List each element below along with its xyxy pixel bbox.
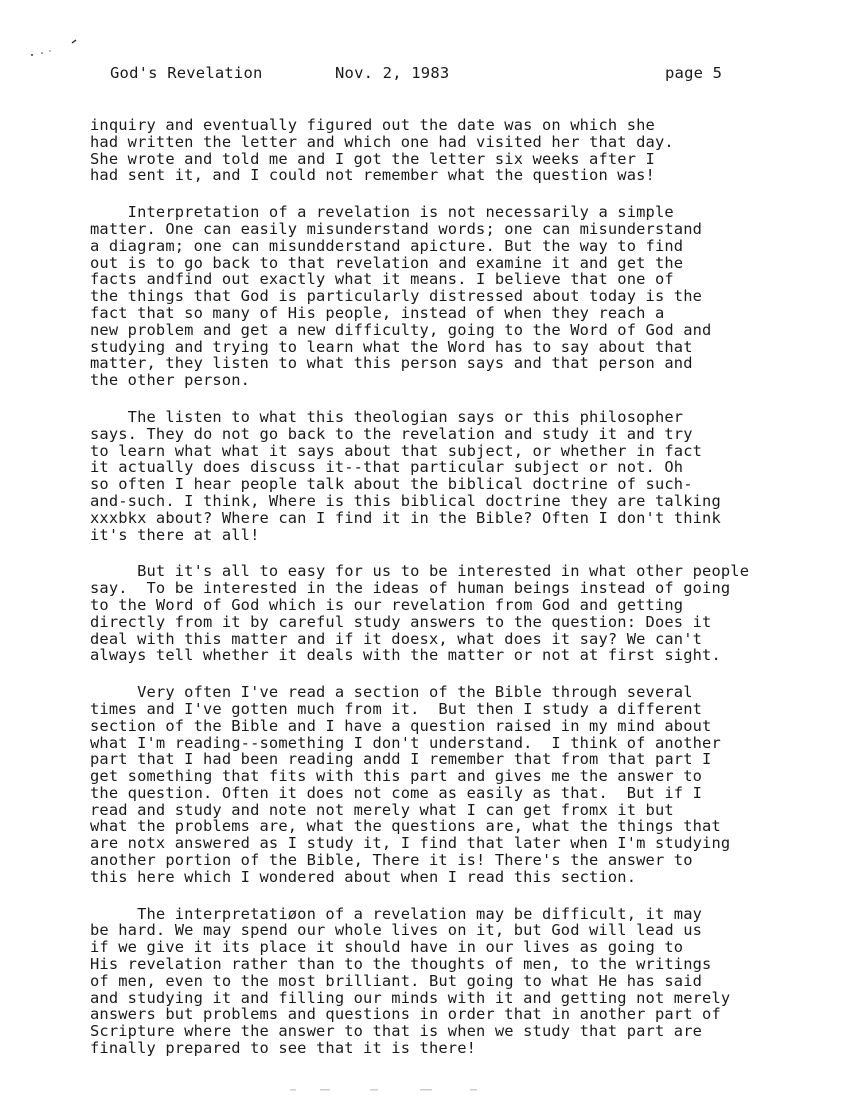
text-line: The listen to what this theologian says or this philosopher <box>90 407 684 426</box>
text-line: His revelation rather than to the thoughts of men, to the writings <box>90 955 712 974</box>
text-line: Very often I've read a section of the Bible through several <box>90 683 693 702</box>
text-line: had sent it, and I could not remember what the question was! <box>90 166 655 185</box>
text-line: matter. One can easily misunderstand words; one can misunderstand <box>90 219 703 238</box>
text-line: the other person. <box>90 371 251 390</box>
text-line: fact that so many of His people, instead of when they reach a <box>90 303 665 322</box>
text-line: matter, they listen to what this person says and that person and <box>90 354 693 373</box>
text-line: this here which I wondered about when I read this section. <box>90 867 637 886</box>
text-line: finally prepared to see that it is there! <box>90 1039 477 1058</box>
page-header <box>110 64 750 84</box>
text-line: inquiry and eventually figured out the date was on which she <box>90 116 655 134</box>
text-line: and studying it and filling our minds with it and getting not merely <box>90 988 731 1007</box>
text-line: are notx answered as I study it, I find that later when I'm studying <box>90 834 731 853</box>
text-line: get something that fits with this part and gives me the answer to <box>90 767 703 786</box>
ink-specks <box>28 38 88 58</box>
text-line: studying and trying to learn what the Word has to say about that <box>90 337 693 356</box>
paragraph <box>90 684 830 886</box>
paragraph <box>90 563 830 664</box>
text-line: another portion of the Bible, There it is! There's the answer to <box>90 851 693 870</box>
text-line: be hard. We may spend our whole lives on it, but God will lead us <box>90 921 703 940</box>
text-line: what the problems are, what the questions are, what the things that <box>90 817 721 836</box>
text-line: so often I hear people talk about the biblical doctrine of such- <box>90 475 693 494</box>
text-line: a diagram; one can misundderstand apicture. But the way to find <box>90 236 684 255</box>
paragraph <box>90 117 830 184</box>
text-line: had written the letter and which one had visited her that day. <box>90 132 674 151</box>
body-text <box>90 117 830 1077</box>
text-line: always tell whether it deals with the matter or not at first sight. <box>90 646 721 665</box>
text-line: says. They do not go back to the revelation and study it and try <box>90 424 693 443</box>
scan-artifacts <box>280 1088 520 1092</box>
text-line: say. To be interested in the ideas of human beings instead of going <box>90 579 731 598</box>
text-line: to the Word of God which is our revelation from God and getting <box>90 595 684 614</box>
document-title: God's Revelation <box>110 64 263 82</box>
text-line: deal with this matter and if it doesx, what does it say? We can't <box>90 629 703 648</box>
paragraph <box>90 906 830 1057</box>
text-line: Scripture where the answer to that is when we study that part are <box>90 1022 703 1041</box>
text-line: what I'm reading--something I don't understand. I think of another <box>90 733 721 752</box>
paragraph <box>90 204 830 389</box>
text-line: read and study and note not merely what I can get fromx it but <box>90 800 674 819</box>
text-line: the things that God is particularly distressed about today is the <box>90 287 703 306</box>
text-line: answers but problems and questions in order that in another part of <box>90 1005 721 1024</box>
text-line: to learn what what it says about that subject, or whether in fact <box>90 441 703 460</box>
text-line: She wrote and told me and I got the letter six weeks after I <box>90 149 655 168</box>
text-line: facts andfind out exactly what it means. I believe that one of <box>90 270 674 289</box>
text-line: directly from it by careful study answers to the question: Does it <box>90 612 712 631</box>
text-line: xxxbkx about? Where can I find it in the Bible? Often I don't think <box>90 508 721 527</box>
document-date: Nov. 2, 1983 <box>335 64 450 82</box>
page-number: page 5 <box>665 64 723 82</box>
text-line: out is to go back to that revelation and examine it and get the <box>90 253 684 272</box>
paragraph <box>90 409 830 543</box>
text-line: part that I had been reading andd I remember that from that part I <box>90 750 712 769</box>
text-line: But it's all to easy for us to be interested in what other people <box>90 562 750 581</box>
text-line: section of the Bible and I have a question raised in my mind about <box>90 716 712 735</box>
text-line: Interpretation of a revelation is not necessarily a simple <box>90 203 674 222</box>
text-line: of men, even to the most brilliant. But going to what He has said <box>90 971 703 990</box>
text-line: it actually does discuss it--that particular subject or not. Oh <box>90 458 684 477</box>
text-line: new problem and get a new difficulty, going to the Word of God and <box>90 320 712 339</box>
text-line: if we give it its place it should have in our lives as going to <box>90 938 684 957</box>
text-line: the question. Often it does not come as easily as that. But if I <box>90 783 703 802</box>
text-line: The interpretatiøon of a revelation may be difficult, it may <box>90 904 703 923</box>
text-line: times and I've gotten much from it. But then I study a different <box>90 699 703 718</box>
text-line: it's there at all! <box>90 525 260 544</box>
text-line: and-such. I think, Where is this biblical doctrine they are talking <box>90 491 721 510</box>
